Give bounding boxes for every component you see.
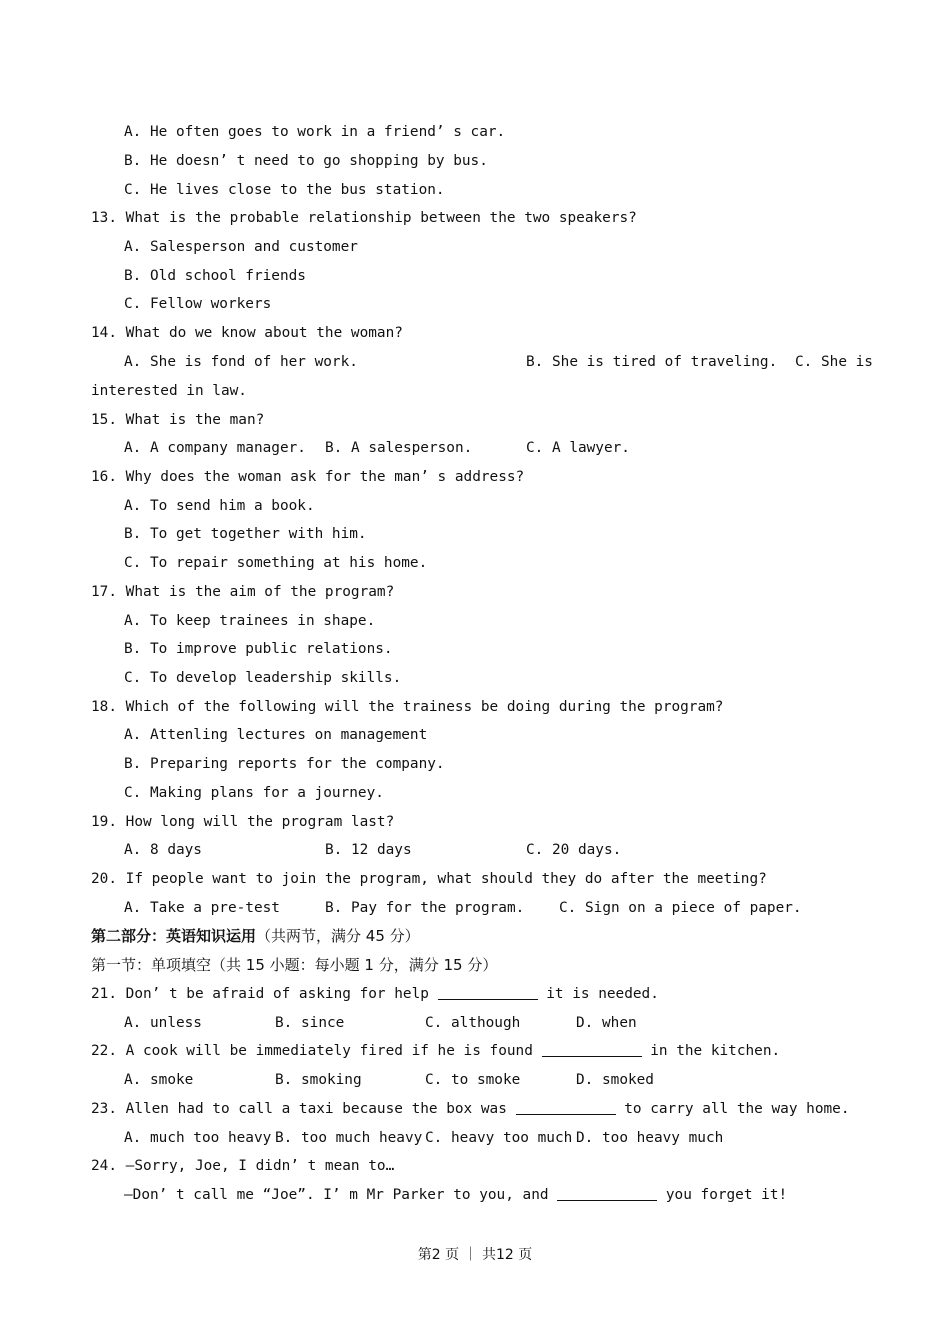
- text-line: B. 12 days: [325, 842, 412, 858]
- text-line: C. He lives close to the bus station.: [124, 182, 445, 198]
- question-19: 19. How long will the program last?: [91, 814, 395, 830]
- text-line: B. since: [275, 1015, 345, 1031]
- question-text: you forget it!: [665, 1187, 788, 1203]
- text-line: B. A salesperson.: [325, 440, 473, 456]
- question-text: 23. Allen had to call a taxi because the box was: [91, 1101, 507, 1117]
- text-line: A. Take a pre-test: [124, 900, 280, 916]
- question-20: 20. If people want to join the program, what should they do after the meeting?: [91, 871, 767, 887]
- text-line: B. Preparing reports for the company.: [124, 756, 445, 772]
- question-15: 15. What is the man?: [91, 412, 265, 428]
- text-line: B. He doesn’ t need to go shopping by bus.: [124, 153, 488, 169]
- text-line: A. much too heavy: [124, 1130, 272, 1146]
- text-line: interested in law.: [91, 383, 247, 399]
- text-line: D. too heavy much: [576, 1130, 724, 1146]
- text-line: A. unless: [124, 1015, 202, 1031]
- text-line: C. To repair something at his home.: [124, 555, 428, 571]
- text-line: B. To improve public relations.: [124, 641, 393, 657]
- text-line: A. Salesperson and customer: [124, 239, 358, 255]
- text-line: A. To keep trainees in shape.: [124, 613, 376, 629]
- text-line: C. to smoke: [425, 1072, 521, 1088]
- text-line: B. Pay for the program.: [325, 900, 525, 916]
- text-line: C. heavy too much: [425, 1130, 573, 1146]
- text-line: C. She is: [795, 354, 873, 370]
- text-line: A. He often goes to work in a friend’ s car.: [124, 124, 506, 140]
- section-score: （共两节，满分 45 分）: [256, 927, 420, 945]
- text-line: C. To develop leadership skills.: [124, 670, 402, 686]
- question-24: 24. —Sorry, Joe, I didn’ t mean to…: [91, 1158, 395, 1174]
- text-line: D. smoked: [576, 1072, 654, 1088]
- question-13: 13. What is the probable relationship between the two speakers?: [91, 210, 637, 226]
- question-17: 17. What is the aim of the program?: [91, 584, 395, 600]
- question-text: in the kitchen.: [650, 1043, 781, 1059]
- question-22: [91, 1041, 780, 1061]
- text-line: A. Attenling lectures on management: [124, 727, 428, 743]
- question-18: 18. Which of the following will the trainess be doing during the program?: [91, 699, 724, 715]
- question-16: 16. Why does the woman ask for the man’ s address?: [91, 469, 525, 485]
- text-line: D. when: [576, 1015, 637, 1031]
- text-line: A. She is fond of her work.: [124, 354, 358, 370]
- question-14: 14. What do we know about the woman?: [91, 325, 403, 341]
- section-heading: [91, 926, 420, 946]
- text-line: C. Making plans for a journey.: [124, 785, 384, 801]
- text-line: A. A company manager.: [124, 440, 306, 456]
- subsection-heading: 第一节：单项填空（共 15 小题：每小题 1 分，满分 15 分）: [91, 956, 498, 974]
- text-line: B. To get together with him.: [124, 526, 367, 542]
- question-23: [91, 1099, 849, 1119]
- answer-blank: [516, 1100, 616, 1115]
- dialogue-line: [124, 1185, 787, 1205]
- text-line: C. although: [425, 1015, 521, 1031]
- text-line: B. smoking: [275, 1072, 362, 1088]
- question-text: 22. A cook will be immediately fired if he is found: [91, 1043, 533, 1059]
- text-line: B. She is tired of traveling.: [526, 354, 778, 370]
- page-footer: 第2 页 ｜ 共12 页: [417, 1247, 533, 1263]
- question-21: [91, 984, 659, 1004]
- text-line: C. Sign on a piece of paper.: [559, 900, 802, 916]
- question-text: —Don’ t call me “Joe”. I’ m Mr Parker to you, and: [124, 1187, 549, 1203]
- text-line: A. To send him a book.: [124, 498, 315, 514]
- text-line: C. 20 days.: [526, 842, 622, 858]
- question-text: 21. Don’ t be afraid of asking for help: [91, 986, 429, 1002]
- text-line: B. Old school friends: [124, 268, 306, 284]
- answer-blank: [438, 985, 538, 1000]
- question-text: to carry all the way home.: [624, 1101, 850, 1117]
- text-line: A. smoke: [124, 1072, 194, 1088]
- answer-blank: [542, 1042, 642, 1057]
- section-title: 第二部分：英语知识运用: [91, 927, 257, 945]
- question-text: it is needed.: [546, 986, 659, 1002]
- text-line: B. too much heavy: [275, 1130, 423, 1146]
- text-line: C. A lawyer.: [526, 440, 630, 456]
- text-line: A. 8 days: [124, 842, 202, 858]
- text-line: C. Fellow workers: [124, 296, 272, 312]
- answer-blank: [557, 1186, 657, 1201]
